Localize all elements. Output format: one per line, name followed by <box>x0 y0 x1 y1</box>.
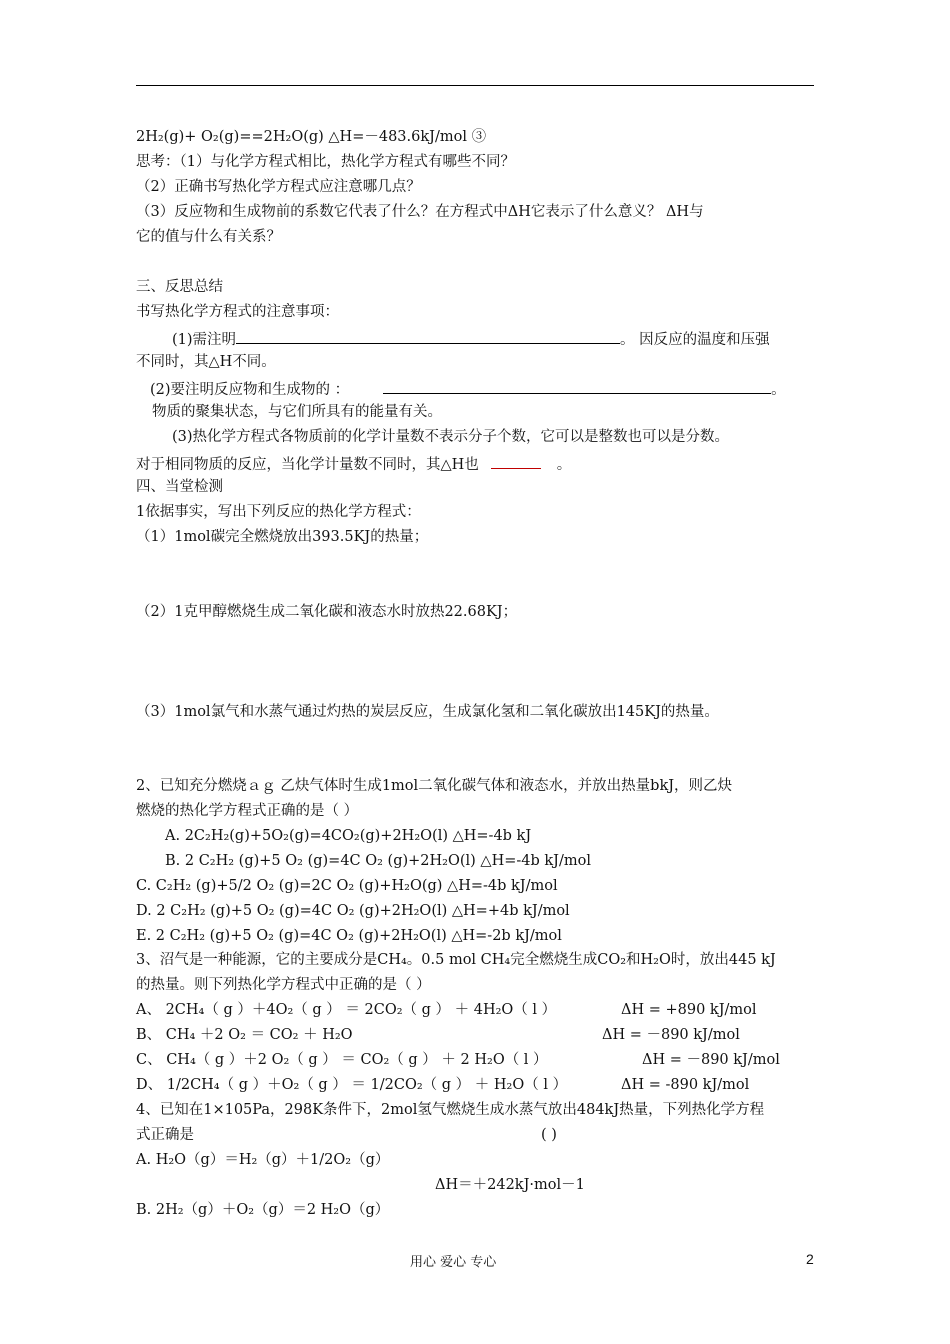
note-3-line2 <box>136 453 571 474</box>
note-3-line1: (3)热化学方程式各物质前的化学计量数不表示分子个数，它可以是整数也可以是分数。 <box>172 429 730 445</box>
task-4-option-b: B. 2H₂（g）＋O₂（g）＝2 H₂O（g） <box>136 1202 390 1218</box>
page-footer: 用心 爱心 专心 <box>410 1255 497 1270</box>
note-2-line2: 物质的聚集状态，与它们所具有的能量有关。 <box>152 404 442 420</box>
task-2-option-e: E. 2 C₂H₂ (g)+5 O₂ (g)=4C O₂ (g)+2H₂O(l) △H=-2b kJ/mol <box>136 928 562 944</box>
task-1-item-3: （3）1mol氯气和水蒸气通过灼热的炭层反应，生成氯化氢和二氧化碳放出145KJ的热量。 <box>136 704 719 720</box>
note-2-text: (2)要注明反应物和生成物的 ： <box>150 382 350 398</box>
task-3-option-c: C、 CH₄（ g ）＋2 O₂（ g ） ＝ CO₂（ g ） ＋ 2 H₂O（ l ） <box>136 1052 548 1068</box>
header-rule <box>136 85 814 86</box>
section-4-heading: 四、当堂检测 <box>136 479 223 495</box>
task-3-line1: 3、沼气是一种能源，它的主要成分是CH₄。0.5 mol CH₄完全燃烧生成CO₂和H₂O时，放出445 kJ <box>136 952 776 968</box>
note-3-text: 对于相同物质的反应，当化学计量数不同时，其△H也 <box>136 457 479 473</box>
question-3-line2: 它的值与什么有关系？ <box>136 229 281 245</box>
note-3-tail: 。 <box>556 457 572 473</box>
task-1-heading: 1依据事实，写出下列反应的热化学方程式： <box>136 504 421 520</box>
note-1-text: (1)需注明 <box>172 332 237 348</box>
task-2-option-a: A. 2C₂H₂(g)+5O₂(g)=4CO₂(g)+2H₂O(l) △H=-4b kJ <box>165 828 532 844</box>
task-4-line1: 4、已知在1×105Pa，298K条件下，2mol氢气燃烧生成水蒸气放出484kJ热量，下列热化学方程 <box>136 1102 765 1118</box>
question-2: （2）正确书写热化学方程式应注意哪几点？ <box>136 179 421 195</box>
task-1-item-2: （2）1克甲醇燃烧生成二氧化碳和液态水时放热22.68KJ； <box>136 604 518 620</box>
think-question: 思考：（1）与化学方程式相比，热化学方程式有哪些不同？ <box>136 154 515 170</box>
note-2-tail: 。 <box>771 382 786 398</box>
task-4-line2: 式正确是 <box>136 1127 194 1143</box>
section-3-heading: 三、反思总结 <box>136 279 223 295</box>
question-3-line1: （3）反应物和生成物前的系数它代表了什么？在方程式中ΔH它表示了什么意义？ ΔH与 <box>136 204 704 220</box>
task-2-option-b: B. 2 C₂H₂ (g)+5 O₂ (g)=4C O₂ (g)+2H₂O(l) △H=-4b kJ/mol <box>165 853 591 869</box>
task-1-item-1: （1）1mol碳完全燃烧放出393.5KJ的热量； <box>136 529 429 545</box>
note-2-blank[interactable] <box>383 378 771 394</box>
task-3-option-a: A、 2CH₄（ g ）＋4O₂（ g ） ＝ 2CO₂（ g ） ＋ 4H₂O（ l ） <box>136 1002 557 1018</box>
task-4-option-a-dh: ΔH＝＋242kJ·mol－1 <box>435 1177 585 1193</box>
note-3-blank[interactable] <box>491 453 541 469</box>
page-number: 2 <box>806 1251 814 1267</box>
equation-3: 2H₂(g)+ O₂(g)==2H₂O(g) △H=－483.6kJ/mol ③ <box>136 129 487 145</box>
task-2-option-d: D. 2 C₂H₂ (g)+5 O₂ (g)=4C O₂ (g)+2H₂O(l) △H=+4b kJ/mol <box>136 903 570 919</box>
note-1-line1 <box>172 328 770 349</box>
task-3-option-b-dh: ΔH = －890 kJ/mol <box>602 1027 740 1043</box>
note-1-line2: 不同时，其△H不同。 <box>136 354 276 370</box>
task-3-option-d-dh: ΔH = -890 kJ/mol <box>621 1077 750 1093</box>
task-4-option-a: A. H₂O（g）＝H₂（g）＋1/2O₂（g） <box>136 1152 390 1168</box>
notes-heading: 书写热化学方程式的注意事项： <box>136 304 339 320</box>
task-2-option-c: C. C₂H₂ (g)+5/2 O₂ (g)=2C O₂ (g)+H₂O(g) △H=-4b kJ/mol <box>136 878 558 894</box>
note-1-tail: 。 因反应的温度和压强 <box>620 332 770 348</box>
task-3-option-a-dh: ΔH = +890 kJ/mol <box>621 1002 757 1018</box>
task-3-option-c-dh: ΔH = －890 kJ/mol <box>642 1052 780 1068</box>
task-3-line2: 的热量。则下列热化学方程式中正确的是（ ） <box>136 977 431 993</box>
task-2-line1: 2、已知充分燃烧ａｇ 乙炔气体时生成1mol二氧化碳气体和液态水，并放出热量bkJ，则乙炔 <box>136 778 733 794</box>
note-2-line1 <box>150 378 786 399</box>
task-2-line2: 燃烧的热化学方程式正确的是（ ） <box>136 803 359 819</box>
note-1-blank[interactable] <box>236 328 620 344</box>
task-3-option-d: D、 1/2CH₄（ g ）＋O₂（ g ） ＝ 1/2CO₂（ g ） ＋ H₂O（ l ） <box>136 1077 568 1093</box>
task-4-answer-brackets: ( ) <box>541 1127 557 1143</box>
task-3-option-b: B、 CH₄ ＋2 O₂ ＝ CO₂ ＋ H₂O <box>136 1027 353 1043</box>
